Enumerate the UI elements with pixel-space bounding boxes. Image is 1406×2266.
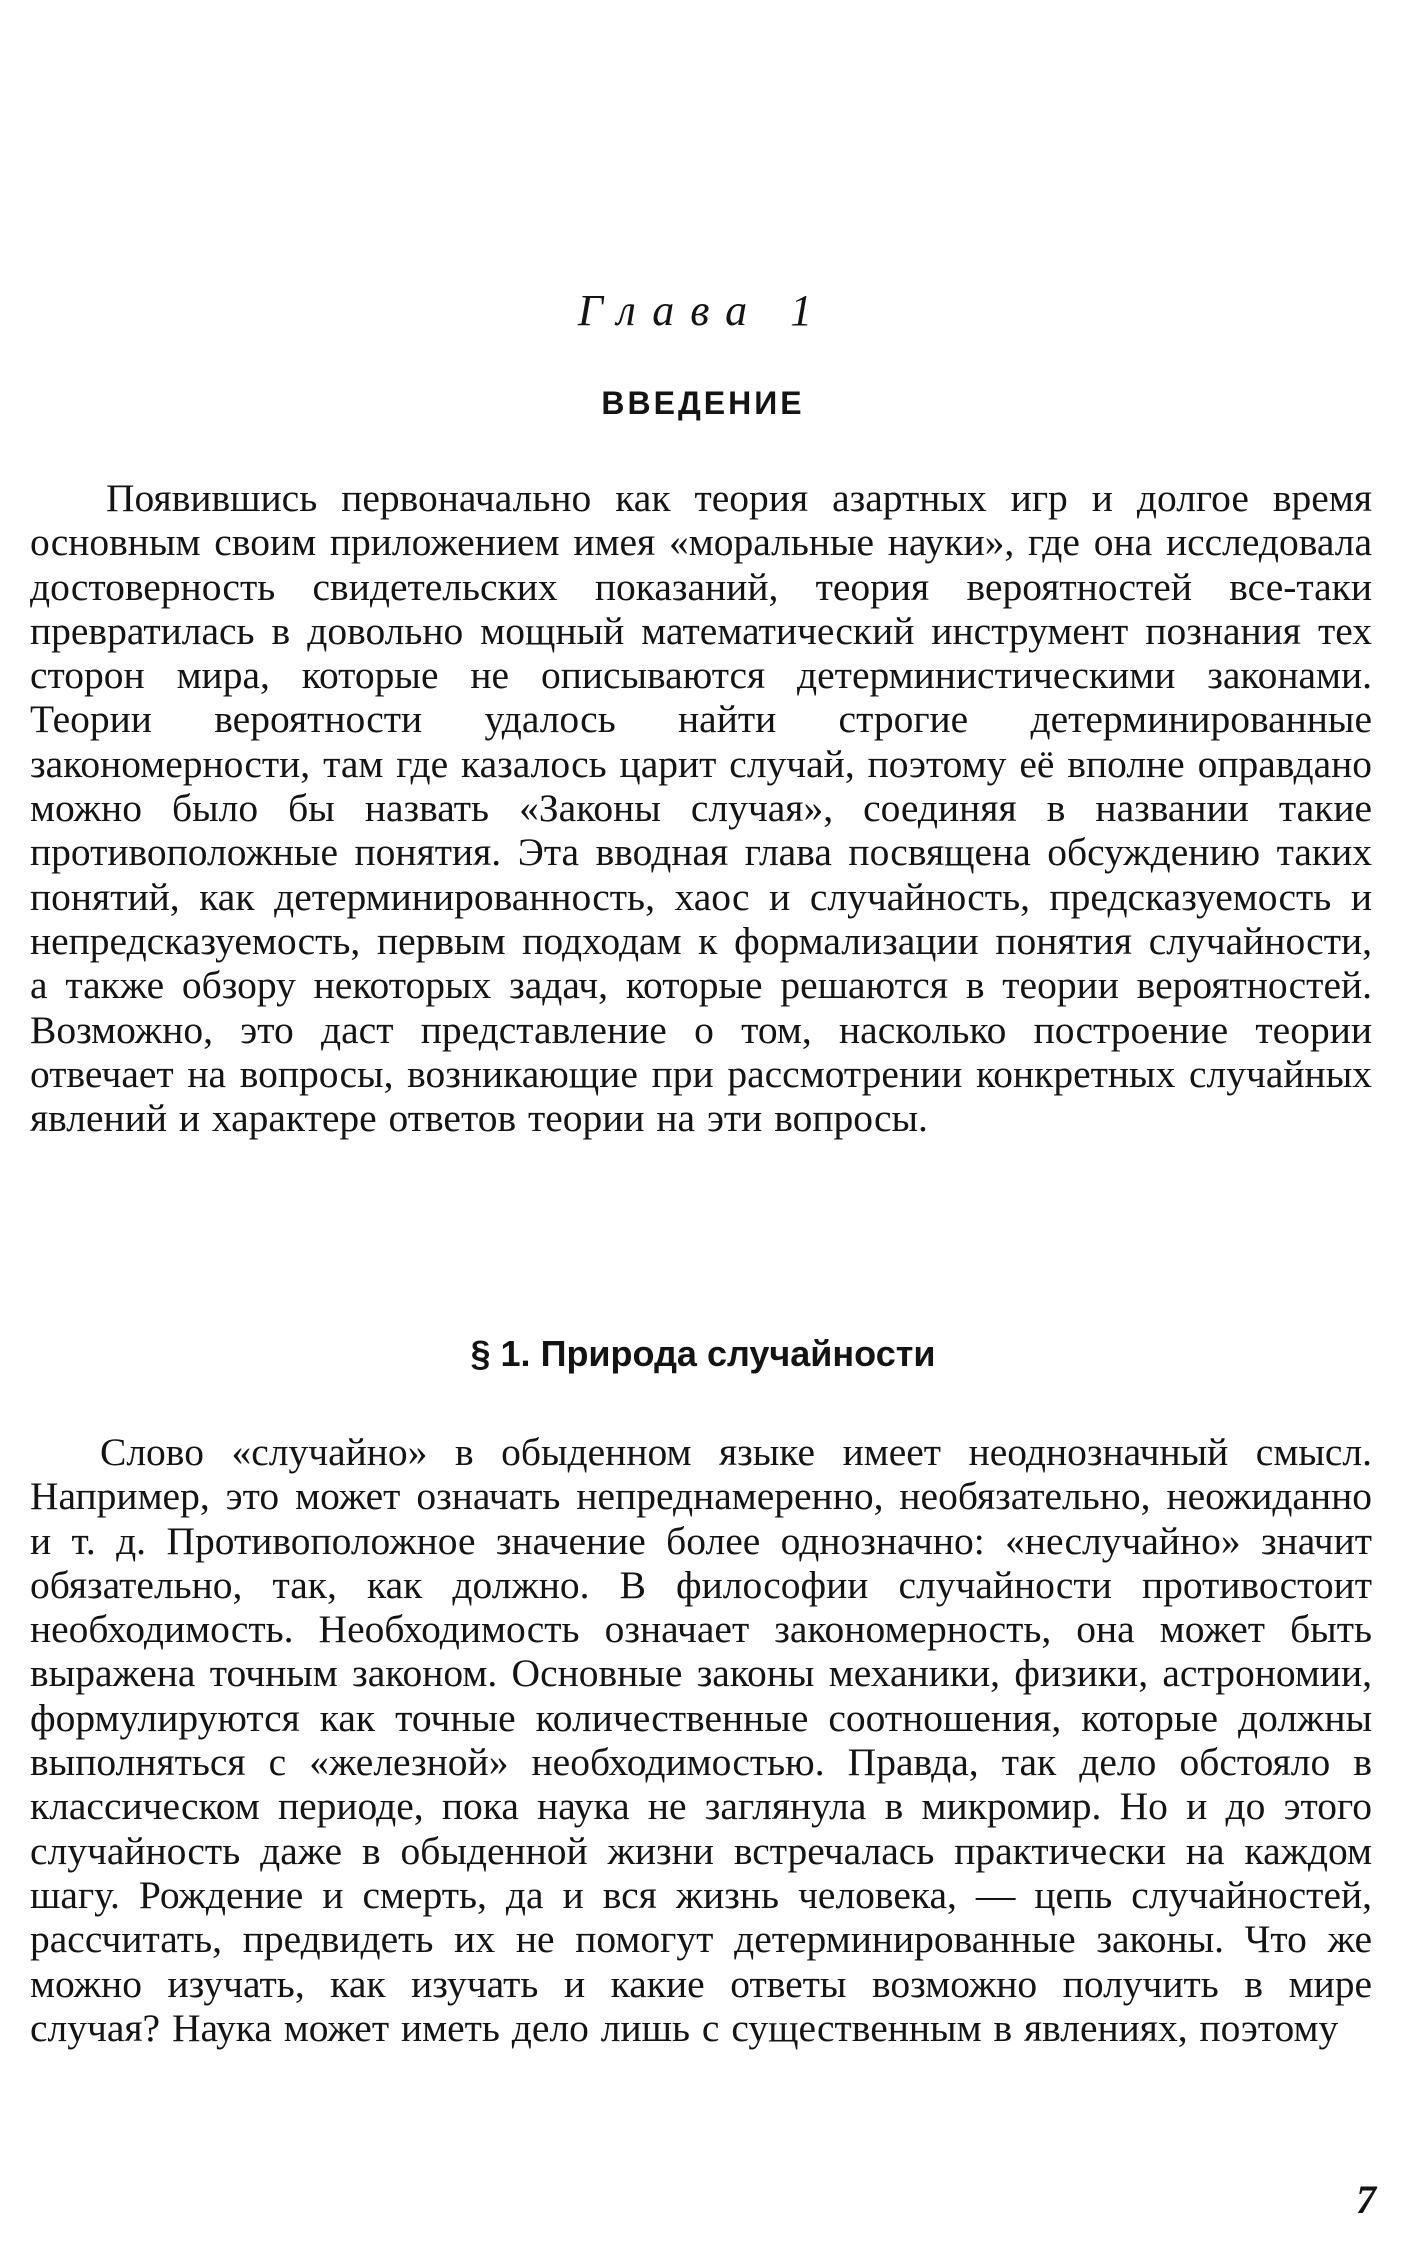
section-paragraph: Слово «случайно» в обыденном языке имеет неоднозначный смысл. Например, это может означать непреднамеренно, необязательно, неожиданно и т. д. Противоположное значение более однозначно: «неслучайно» значит обязательно, так, как должно. В философии случайности противостоит необходимость. Необходимость означает закономерность, она может быть выражена точным законом. Основные законы механики, физики, астрономии, формулируются как точные количественные соотношения, которые должны выполняться с «железной» необходимостью. Правда, так дело обстояло в классическом периоде, пока наука не заглянула в микромир. Но и до этого случайность даже в обыденной жизни встречалась практически на каждом шагу. Рождение и смерть, да и вся жизнь человека, — цепь случайностей, рассчитать, предвидеть их не помогут детерминированные законы. Что же можно изучать, как изучать и какие ответы возможно получить в мире случая? Наука может иметь дело лишь с существенным в явлениях, поэтому	[30, 1430, 1372, 2050]
chapter-label: Глава 1	[577, 286, 829, 335]
intro-paragraph: Появившись первоначально как теория азартных игр и долгое время основным своим приложением имея «моральные науки», где она исследовала достоверность свидетельских показаний, теория вероятностей все-таки превратилась в довольно мощный математический инструмент познания тех сторон мира, которые не описываются детерминистическими законами. Теории вероятности удалось найти строгие детерминированные закономерности, там где казалось царит случай, поэтому её вполне оправдано можно было бы назвать «Законы случая», соединяя в названии такие противоположные понятия. Эта вводная глава посвящена обсуждению таких понятий, как детерминированность, хаос и случайность, предсказуемость и непредсказуемость, первым подходам к формализации понятия случайности, а также обзору некоторых задач, которые решаются в теории вероятностей. Возможно, это даст представление о том, насколько построение теории отвечает на вопросы, возникающие при рассмотрении конкретных случайных явлений и характере ответов теории на эти вопросы.	[30, 476, 1372, 1141]
page-number: 7	[1356, 2177, 1376, 2222]
chapter-title: ВВЕДЕНИЕ	[601, 385, 805, 421]
section-title: § 1. Природа случайности	[470, 1333, 936, 1374]
